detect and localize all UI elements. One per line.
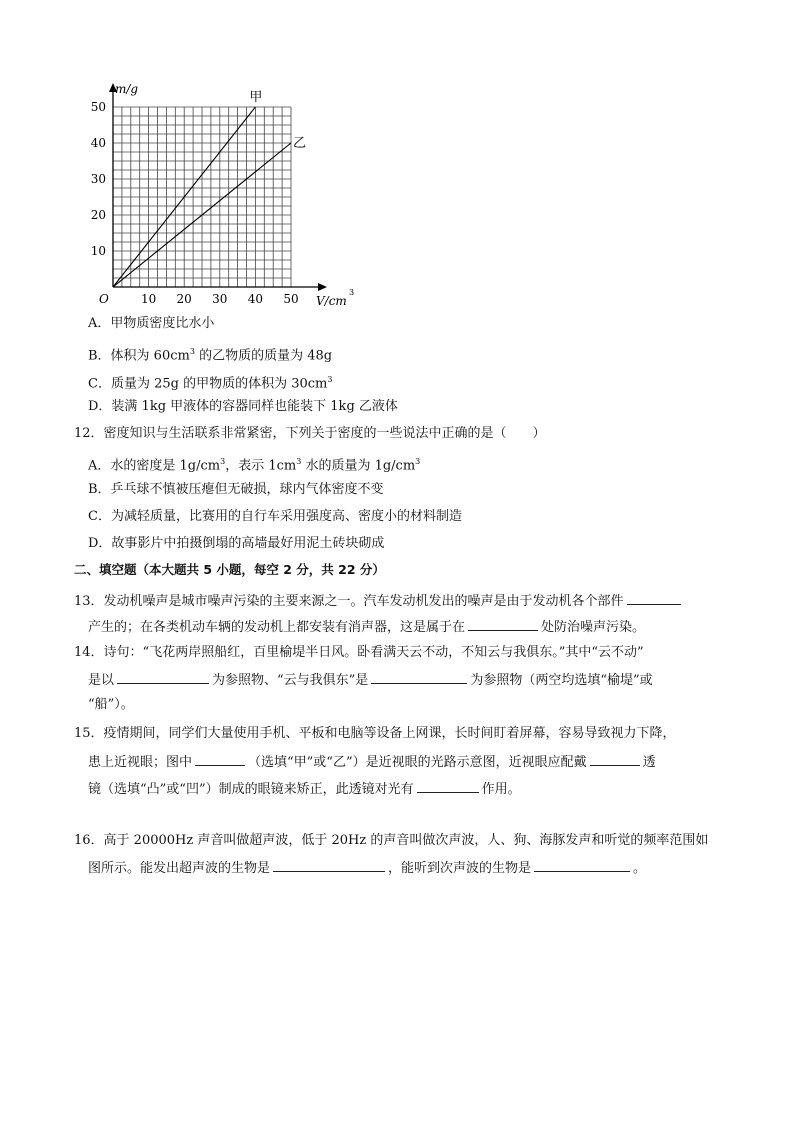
q16-line1: 16．高于 20000Hz 声音叫做超声波，低于 20Hz 的声音叫做次声波，人、狗、海豚发声和听觉的频率范围如 (74, 833, 709, 848)
q16-line2: 图所示。能发出超声波的生物是 ，能听到次声波的生物是 。 (88, 857, 646, 879)
q15-blank-2[interactable] (590, 751, 640, 766)
y-tick-label: 40 (90, 136, 106, 150)
q14-blank-1[interactable] (117, 669, 209, 684)
mass-volume-chart (90, 78, 370, 308)
q12-stem: 12．密度知识与生活联系非常紧密，下列关于密度的一些说法中正确的是（ ） (74, 426, 546, 441)
series-label-2: 乙 (293, 136, 307, 151)
q11-option-d: D．装满 1kg 甲液体的容器同样也能装下 1kg 乙液体 (88, 399, 398, 414)
y-tick-label: 20 (90, 208, 106, 222)
origin-label: O (99, 292, 109, 306)
q14-line3: “船”）。 (88, 697, 134, 712)
q15-line3: 镜（选填“凸”或“凹”）制成的眼镜来矫正，此透镜对光有 作用。 (88, 778, 521, 800)
q15-blank-3[interactable] (417, 778, 479, 793)
y-tick-label: 10 (90, 244, 106, 258)
q12-option-d: D．故事影片中拍摄倒塌的高墙最好用泥土砖块砌成 (88, 536, 385, 551)
x-axis-label-superscript: 3 (349, 288, 355, 297)
q14-line2: 是以 为参照物、“云与我俱东”是 为参照物（两空均选填“榆堤”或 (88, 669, 653, 691)
section-heading: 二、填空题（本大题共 5 小题，每空 2 分，共 22 分） (74, 562, 385, 577)
x-tick-label: 30 (212, 292, 228, 306)
q15-blank-1[interactable] (195, 751, 245, 766)
q12-option-b: B．乒乓球不慎被压瘪但无破损，球内气体密度不变 (88, 482, 384, 497)
x-axis-label: V/cm (316, 294, 347, 308)
x-tick-label: 40 (247, 292, 264, 306)
q12-option-c: C．为减轻质量，比赛用的自行车采用强度高、密度小的材料制造 (88, 509, 462, 524)
q16-blank-1[interactable] (273, 857, 385, 872)
x-tick-label: 10 (140, 292, 157, 306)
x-axis-arrow (318, 283, 327, 291)
x-tick-label: 20 (176, 292, 192, 306)
x-tick-label: 50 (283, 292, 299, 306)
q16-blank-2[interactable] (534, 857, 630, 872)
q11-option-a: A．甲物质密度比水小 (88, 316, 215, 331)
q13-blank-1[interactable] (627, 590, 681, 605)
q11-option-b: B．体积为 $60cm^3$ 的乙物质的质量为 48g (88, 347, 333, 364)
q13-line2: 产生的；在各类机动车辆的发动机上都安装有消声器，这是属于在 处防治噪声污染。 (88, 616, 645, 638)
q13-line1: 13．发动机噪声是城市噪声污染的主要来源之一。汽车发动机发出的噪声是由于发动机各个部件 (74, 590, 684, 612)
q13-blank-2[interactable] (468, 616, 538, 631)
q12-option-a: A．水的密度是 $1g/cm^3$，表示 $1cm^3$ 水的质量为 $1g/cm^3$ (88, 457, 421, 474)
y-tick-label: 30 (90, 172, 106, 186)
q14-line1: 14．诗句：“飞花两岸照船红，百里榆堤半日风。卧看满天云不动，不知云与我俱东。”其中“云不动” (74, 645, 644, 660)
q15-line1: 15．疫情期间，同学们大量使用手机、平板和电脑等设备上网课，长时间盯着屏幕，容易导致视力下降， (74, 726, 676, 741)
q14-blank-2[interactable] (371, 669, 467, 684)
q15-line2: 患上近视眼；图中 （选填“甲”或“乙”）是近视眼的光路示意图，近视眼应配戴 透 (88, 751, 656, 773)
series-label-1: 甲 (249, 90, 263, 105)
q11-option-c: C．质量为 25g 的甲物质的体积为 $30cm^3$ (88, 375, 333, 392)
y-tick-label: 50 (90, 100, 106, 114)
y-axis-label: m/g (115, 82, 139, 96)
